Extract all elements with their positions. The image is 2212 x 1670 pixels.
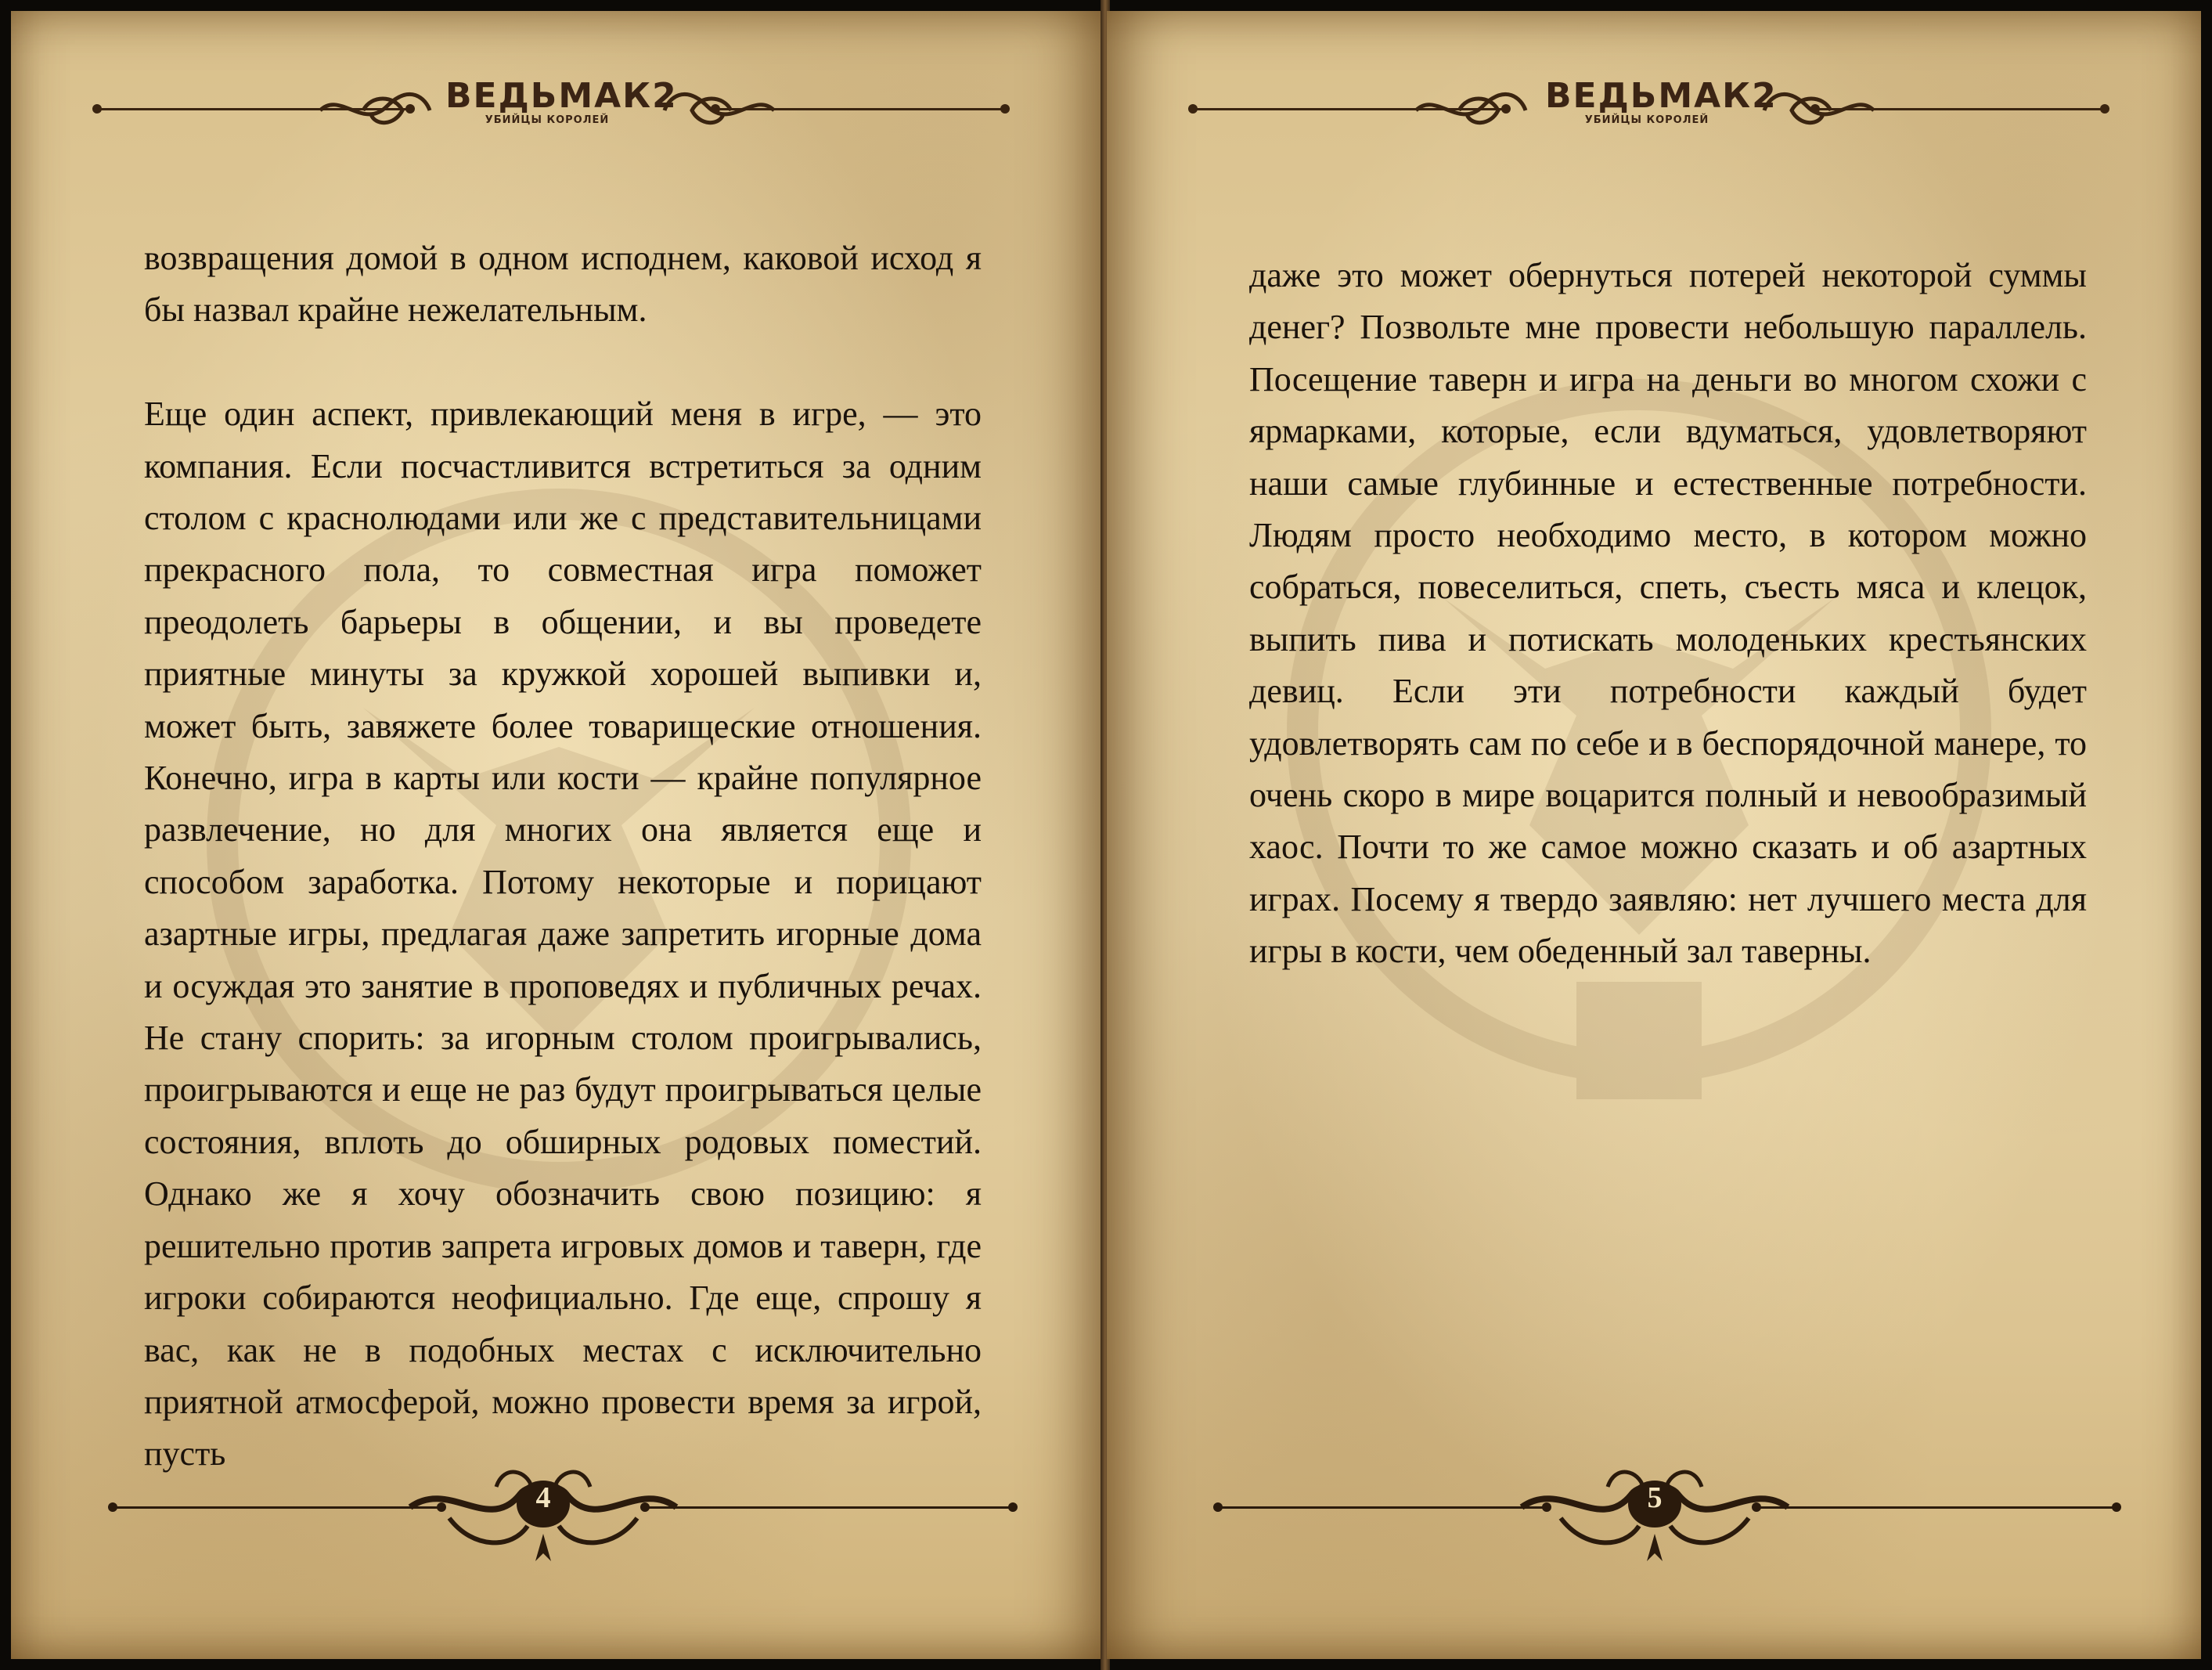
page-body-text xyxy=(1249,250,2087,978)
header-rule-right xyxy=(1815,108,2105,110)
paragraph: Еще один аспект, привлекающий меня в игре, — это компания. Если посчастливится встретиться за одним столом с краснолюдами или же с представительницами прекрасного пола, то совместная игра поможет преодолеть барьеры в общении, и вы проведете приятные минуты за кружкой хорошей выпивки и, может быть, завяжете более товарищеские отношения. Конечно, игра в карты или кости — крайне популярное развлечение, но для многих она является еще и способом заработка. Потому некоторые и порицают азартные игры, предлагая даже запретить игорные дома и осуждая это занятие в проповедях и публичных речах. Не стану спорить: за игорным столом проигрывались, проигрываются и еще не раз будут проигрываться целые состояния, вплоть до обширных родовых поместий. Однако же я хочу обозначить свою позицию: я решительно против запрета игровых домов и таверн, где игроки собираются неофициально. Где еще, спрошу я вас, как не в подобных местах с исключительно приятной атмосферой, можно провести время за игрой, пусть xyxy=(144,395,982,1473)
footer-rule-left xyxy=(113,1506,441,1509)
paragraph: возвращения домой в одном исподнем, каковой исход я бы назвал крайне нежелательным. xyxy=(144,239,982,330)
header-flourish-left-icon xyxy=(316,83,434,138)
game-logo xyxy=(1545,76,1778,126)
page-number: 5 xyxy=(1647,1481,1663,1514)
left-page xyxy=(11,11,1104,1659)
page-header xyxy=(1107,72,2201,158)
footer-rule-left xyxy=(1218,1506,1547,1509)
page-header xyxy=(11,72,1104,158)
logo-title: ВЕДЬМАК2 xyxy=(1545,76,1778,116)
page-footer xyxy=(1107,1463,2201,1573)
footer-rule-right xyxy=(1756,1506,2117,1509)
page-footer xyxy=(11,1463,1104,1573)
logo-subtitle: УБИЙЦЫ КОРОЛЕЙ xyxy=(485,114,610,126)
page-body-text xyxy=(144,233,982,1481)
footer-rule-right xyxy=(645,1506,1013,1509)
logo-subtitle: УБИЙЦЫ КОРОЛЕЙ xyxy=(1584,114,1709,126)
page-number: 4 xyxy=(535,1481,551,1514)
paragraph: даже это может обернуться потерей некоторой суммы денег? Позвольте мне провести небольшую параллель. Посещение таверн и игра на деньги во многом схожи с ярмарками, которые, если вдуматься, удовлетворяют наши самые глубинные и естественные потребности. Людям просто необходимо место, в котором можно собраться, повеселиться, спеть, съесть мяса и клецок, выпить пива и потискать молоденьких крестьянских девиц. Если эти потребности каждый будет удовлетворять сам по себе и в беспорядочной манере, то очень скоро в мире воцарится полный и невообразимый хаос. Почти то же самое можно сказать и об азартных играх. Посему я твердо заявляю: нет лучшего места для игры в кости, чем обеденный зал таверны. xyxy=(1249,256,2087,971)
header-flourish-left-icon xyxy=(1412,83,1529,138)
game-logo xyxy=(445,76,678,126)
header-rule-right xyxy=(715,108,1005,110)
right-page xyxy=(1107,11,2201,1659)
logo-title: ВЕДЬМАК2 xyxy=(445,76,678,116)
